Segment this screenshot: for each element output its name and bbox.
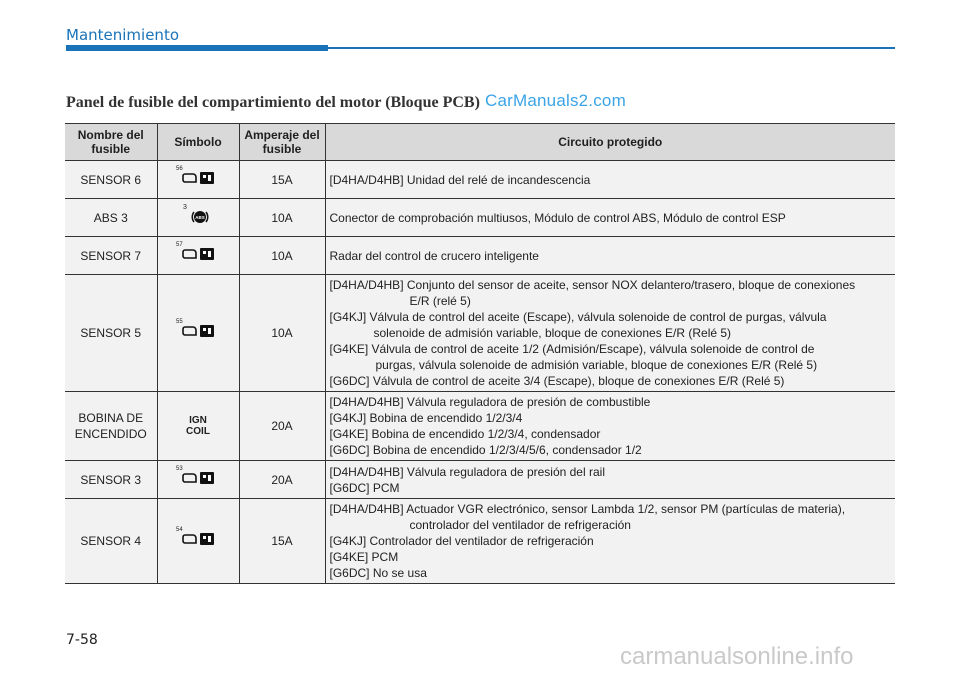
fuse-circuit: [D4HA/D4HB] Válvula reguladora de presión del rail [G6DC] PCM [325,461,895,499]
table-row [65,237,895,275]
fuse-circuit: [D4HA/D4HB] Conjunto del sensor de aceite, sensor NOX delantero/trasero, bloque de conexiones E/R (relé 5) [G4KJ] Válvula de control del aceite (Escape), válvula solenoide de control de purgas, válvula solenoide de admisión variable, bloque de conexiones E/R (Relé 5) [G4KE] Válvula de control de aceite 1/2 (Admisión/Escape), válvula solenoide de control de purgas, válvula solenoide de admisión variable, bloque de conexiones E/R (Relé 5) [G6DC] Válvula de control de aceite 3/4 (Escape), bloque de conexiones E/R (Relé 5) [325,275,895,392]
fuse-name: ABS 3 [65,199,157,237]
fuse-symbol [157,161,239,199]
table-row [65,199,895,237]
fuse-name: SENSOR 4 [65,499,157,584]
fuse-amp: 10A [239,199,325,237]
fuse-name: SENSOR 6 [65,161,157,199]
fuse-amp: 20A [239,461,325,499]
table-header-row [65,124,895,161]
watermark: CarManuals2.com [485,91,626,110]
table-row [65,392,895,461]
fuse-table [65,123,895,584]
col-header-name: Nombre del fusible [65,124,157,161]
fuse-amp: 10A [239,275,325,392]
header-rule-thin [328,47,895,49]
sensor-icon: 54 [178,530,218,548]
fuse-symbol [157,237,239,275]
fuse-name: SENSOR 5 [65,275,157,392]
fuse-amp: 15A [239,161,325,199]
sensor-icon: 53 [178,469,218,487]
table-row [65,499,895,584]
fuse-symbol [157,199,239,237]
col-header-circuit: Circuito protegido [325,124,895,161]
sensor-icon: 57 [178,245,218,263]
site-watermark: carmanualsonline.info [620,643,854,670]
svg-text:ABS: ABS [195,214,205,220]
fuse-circuit: Conector de comprobación multiusos, Módulo de control ABS, Módulo de control ESP [325,199,895,237]
fuse-name: SENSOR 7 [65,237,157,275]
table-row [65,275,895,392]
fuse-circuit: [D4HA/D4HB] Válvula reguladora de presión de combustible [G4KJ] Bobina de encendido 1/2/3/4 [G4KE] Bobina de encendido 1/2/3/4, condensador [G6DC] Bobina de encendido 1/2/3/4/5/6, condensador 1/2 [325,392,895,461]
fuse-name: SENSOR 3 [65,461,157,499]
header-rule-thick [66,45,328,51]
ign-coil-symbol: IGN COIL [186,414,210,437]
fuse-circuit: [D4HA/D4HB] Unidad del relé de incandescencia [325,161,895,199]
section-title: Mantenimiento [66,26,179,44]
abs-icon: 3 ABS [185,206,211,226]
table-row [65,461,895,499]
fuse-symbol [157,499,239,584]
fuse-amp: 20A [239,392,325,461]
fuse-name: BOBINA DE ENCENDIDO [65,392,157,461]
table-row [65,161,895,199]
col-header-amp: Amperaje del fusible [239,124,325,161]
fuse-symbol [157,275,239,392]
sensor-icon: 56 [178,169,218,187]
fuse-amp: 10A [239,237,325,275]
fuse-circuit: Radar del control de crucero inteligente [325,237,895,275]
page-heading: Panel de fusible del compartimiento del motor (Bloque PCB) [66,94,480,111]
fuse-symbol [157,392,239,461]
fuse-circuit: [D4HA/D4HB] Actuador VGR electrónico, sensor Lambda 1/2, sensor PM (partículas de materia), controlador del ventilador de refrigeración [G4KJ] Controlador del ventilador de refrigeración [G4KE] PCM [G6DC] No se usa [325,499,895,584]
fuse-amp: 15A [239,499,325,584]
col-header-symbol: Símbolo [157,124,239,161]
fuse-symbol [157,461,239,499]
page-number: 7-58 [66,632,98,648]
sensor-icon: 55 [178,322,218,340]
